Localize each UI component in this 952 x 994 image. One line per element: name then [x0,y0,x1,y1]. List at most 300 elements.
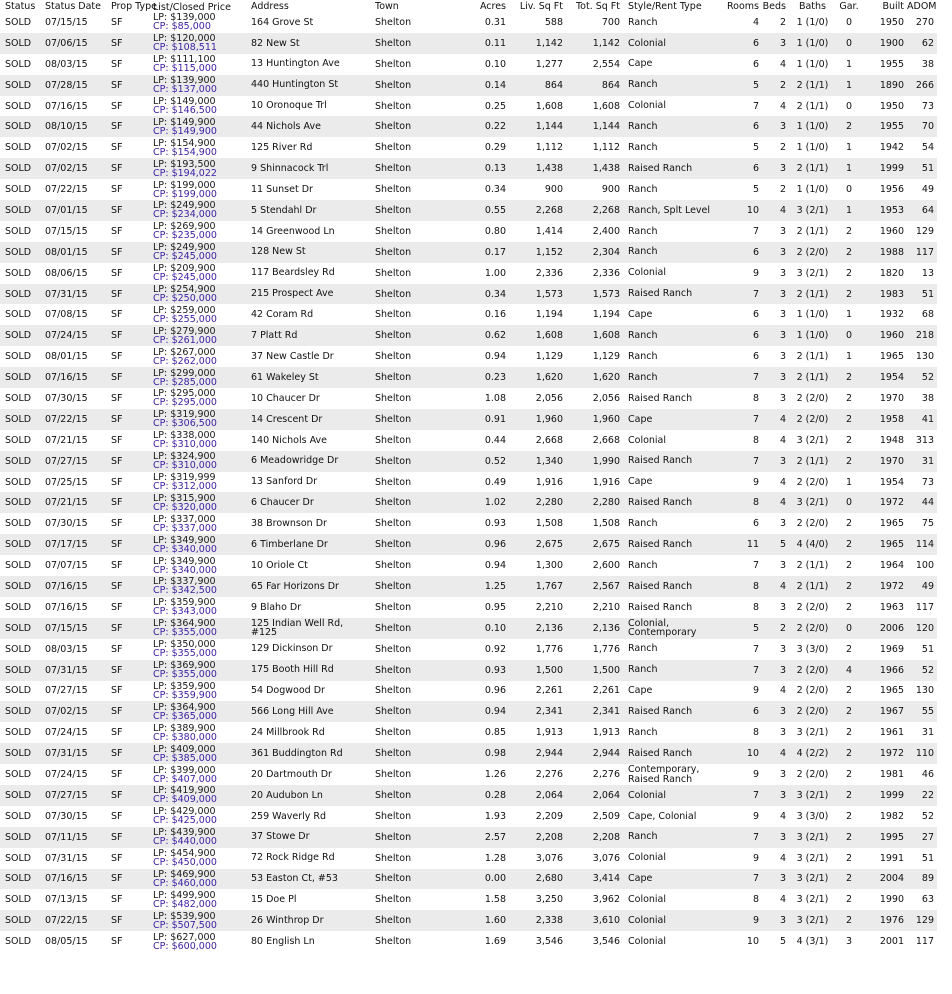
status-cell: SOLD [5,246,32,258]
list-price: LP: $249,900 [153,242,216,254]
closed-price: CP: $250,000 [153,293,217,305]
table-row[interactable] [0,931,937,952]
table-row[interactable] [0,764,937,785]
header-garage[interactable]: Gar. [839,1,859,12]
closed-price: CP: $355,000 [153,669,217,681]
acres-cell: 0.62 [484,330,506,342]
status-cell: SOLD [5,894,32,906]
built-cell: 1999 [879,163,904,175]
table-row[interactable] [0,179,937,200]
style-cell: Colonial [628,852,667,864]
baths-cell: 2 (1/1) [796,372,829,384]
closed-price: CP: $343,000 [153,606,217,618]
address-cell: 125 River Rd [251,142,313,154]
town-cell: Shelton [375,622,412,634]
garage-cell: 1 [845,476,853,488]
status-cell: SOLD [5,727,32,739]
prop-type-cell: SF [111,560,123,572]
list-price: LP: $324,900 [153,451,216,463]
closed-price: CP: $146,500 [153,105,217,116]
style-cell: Ranch [628,225,658,237]
status-date-cell: 07/11/15 [45,831,88,843]
town-cell: Shelton [375,915,412,927]
style-cell: Ranch [628,79,658,91]
garage-cell: 2 [845,643,853,655]
table-row[interactable] [0,472,937,493]
table-row[interactable] [0,284,937,305]
adom-cell: 52 [921,810,934,822]
garage-cell: 1 [845,309,853,321]
baths-cell: 2 (1/1) [796,163,829,175]
header-status[interactable]: Status [5,1,36,12]
table-row[interactable] [0,910,937,931]
header-style[interactable]: Style/Rent Type [628,1,702,12]
built-cell: 1955 [879,121,904,133]
tot-sqft-cell: 2,210 [592,601,620,613]
prop-type-cell: SF [111,852,123,864]
table-row[interactable] [0,555,937,576]
liv-sqft-cell: 1,300 [535,560,563,572]
built-cell: 2004 [879,873,904,885]
header-acres[interactable]: Acres [479,1,506,12]
status-cell: SOLD [5,748,32,760]
adom-cell: 64 [921,204,934,216]
garage-cell: 2 [845,225,853,237]
tot-sqft-cell: 1,776 [592,643,620,655]
list-price: LP: $154,900 [153,137,216,149]
garage-cell: 0 [845,622,853,634]
table-row[interactable] [0,451,937,472]
acres-cell: 1.00 [484,267,506,279]
status-date-cell: 07/24/15 [45,769,88,780]
acres-cell: 0.34 [484,184,506,196]
garage-cell: 2 [845,288,853,300]
baths-cell: 2 (2/0) [796,413,829,425]
baths-cell: 2 (1/1) [796,351,829,363]
built-cell: 1953 [879,204,904,216]
beds-cell: 3 [779,727,786,739]
prop-type-cell: SF [111,769,123,780]
status-date-cell: 07/06/15 [45,37,88,49]
tot-sqft-cell: 1,608 [592,330,620,342]
liv-sqft-cell: 2,336 [535,267,563,279]
style-cell: Cape [628,685,653,697]
list-price: LP: $350,000 [153,639,216,651]
beds-cell: 4 [779,58,786,70]
header-rooms[interactable]: Rooms [726,1,759,12]
status-cell: SOLD [5,915,32,927]
table-row[interactable] [0,242,937,263]
town-cell: Shelton [375,100,412,112]
rooms-cell: 6 [752,163,759,175]
beds-cell: 4 [779,204,786,216]
tot-sqft-cell: 2,341 [592,706,620,718]
garage-cell: 2 [845,831,853,843]
adom-cell: 266 [915,79,934,91]
prop-type-cell: SF [111,727,123,739]
table-row[interactable] [0,785,937,806]
baths-cell: 3 (2/1) [796,204,829,216]
baths-cell: 2 (2/0) [796,664,829,676]
list-price: LP: $267,000 [153,346,216,358]
header-baths[interactable]: Baths [798,1,827,12]
built-cell: 1969 [879,643,904,655]
closed-price: CP: $245,000 [153,272,217,284]
table-row[interactable] [0,158,937,179]
town-cell: Shelton [375,37,412,49]
table-row[interactable] [0,889,937,910]
list-price: LP: $349,900 [153,534,216,546]
status-date-cell: 07/08/15 [45,309,88,321]
adom-cell: 51 [921,163,934,175]
price-cell [151,452,246,470]
built-cell: 1954 [879,476,904,488]
table-row[interactable] [0,325,937,346]
table-row[interactable] [0,409,937,430]
adom-cell: 117 [915,936,934,948]
address-cell: 14 Greenwood Ln [251,225,335,237]
rooms-cell: 9 [752,476,759,488]
baths-cell: 4 (4/0) [796,539,829,551]
status-date-cell: 07/02/15 [45,163,88,175]
beds-cell: 3 [779,601,786,613]
garage-cell: 2 [845,852,853,864]
header-status-date[interactable]: Status Date [45,1,101,12]
price-cell [151,369,246,387]
address-cell: 37 Stowe Dr [251,831,310,843]
address-cell: 61 Wakeley St [251,371,319,383]
town-cell: Shelton [375,560,412,572]
town-cell: Shelton [375,288,412,300]
price-cell [151,34,246,52]
status-date-cell: 07/21/15 [45,497,88,509]
table-row[interactable] [0,827,937,848]
address-cell: 44 Nichols Ave [251,121,321,133]
adom-cell: 54 [921,142,934,154]
style-cell: Ranch [628,16,658,28]
address-cell: 65 Far Horizons Dr [251,580,339,592]
tot-sqft-cell: 2,668 [592,434,620,446]
table-row[interactable] [0,430,937,451]
table-row[interactable] [0,137,937,158]
acres-cell: 1.28 [484,852,506,864]
garage-cell: 2 [845,915,853,927]
table-row[interactable] [0,618,937,639]
header-prop-type[interactable]: Prop Type [111,1,157,12]
address-cell: 20 Audubon Ln [251,789,323,801]
table-row[interactable] [0,200,937,221]
acres-cell: 0.29 [484,142,506,154]
liv-sqft-cell: 1,112 [535,142,563,154]
tot-sqft-cell: 1,194 [592,309,620,321]
town-cell: Shelton [375,539,412,551]
price-cell [151,849,246,867]
table-row[interactable] [0,848,937,869]
rooms-cell: 9 [752,685,759,697]
price-cell [151,118,246,136]
built-cell: 1954 [879,372,904,384]
list-price: LP: $454,900 [153,848,216,860]
prop-type-cell: SF [111,455,123,467]
header-tot-sqft[interactable]: Tot. Sq Ft [575,1,620,12]
prop-type-cell: SF [111,163,123,175]
garage-cell: 2 [845,121,853,133]
table-row[interactable] [0,660,937,681]
table-row[interactable] [0,722,937,743]
status-date-cell: 07/24/15 [45,727,88,739]
town-cell: Shelton [375,831,412,843]
header-beds[interactable]: Beds [762,1,786,12]
table-row[interactable] [0,75,937,96]
price-cell [151,577,246,595]
list-price: LP: $499,900 [153,889,216,901]
rooms-cell: 9 [752,810,759,822]
status-date-cell: 07/30/15 [45,810,88,822]
tot-sqft-cell: 1,112 [592,142,620,154]
town-cell: Shelton [375,685,412,697]
table-row[interactable] [0,304,937,325]
acres-cell: 1.08 [484,392,506,404]
closed-price: CP: $234,000 [153,209,217,221]
table-row[interactable] [0,116,937,137]
table-row[interactable] [0,743,937,764]
baths-cell: 2 (2/0) [796,392,829,404]
list-price: LP: $389,900 [153,722,216,734]
header-address[interactable]: Address [251,1,289,12]
baths-cell: 1 (1/0) [796,309,829,321]
header-town[interactable]: Town [375,1,399,12]
liv-sqft-cell: 3,546 [535,936,563,948]
built-cell: 1972 [879,580,904,592]
prop-type-cell: SF [111,748,123,760]
garage-cell: 2 [845,560,853,572]
acres-cell: 0.55 [484,204,506,216]
rooms-cell: 7 [752,873,759,885]
status-cell: SOLD [5,769,32,780]
price-cell [151,13,246,31]
header-liv-sqft[interactable]: Liv. Sq Ft [519,1,563,12]
rooms-cell: 5 [752,142,759,154]
status-cell: SOLD [5,831,32,843]
beds-cell: 4 [779,434,786,446]
acres-cell: 0.17 [484,246,506,258]
status-cell: SOLD [5,852,32,864]
beds-cell: 3 [779,37,786,49]
list-price: LP: $254,900 [153,284,216,296]
style-cell: Cape [628,476,653,488]
prop-type-cell: SF [111,121,123,133]
tot-sqft-cell: 1,608 [592,100,620,112]
garage-cell: 2 [845,685,853,697]
table-row[interactable] [0,367,937,388]
built-cell: 1972 [879,497,904,509]
table-row[interactable] [0,96,937,117]
list-price: LP: $349,900 [153,555,216,567]
prop-type-cell: SF [111,204,123,216]
acres-cell: 1.60 [484,915,506,927]
liv-sqft-cell: 1,500 [535,664,563,676]
baths-cell: 3 (2/1) [796,267,829,279]
table-row[interactable] [0,681,937,702]
rooms-cell: 6 [752,309,759,321]
rooms-cell: 9 [752,267,759,279]
baths-cell: 3 (2/1) [796,852,829,864]
town-cell: Shelton [375,246,412,258]
price-cell [151,661,246,679]
header-adom[interactable]: ADOM [907,1,937,12]
tot-sqft-cell: 1,960 [592,413,620,425]
liv-sqft-cell: 1,152 [535,246,563,258]
table-row[interactable] [0,639,937,660]
address-cell: 54 Dogwood Dr [251,685,325,697]
address-cell: 128 New St [251,246,306,258]
status-cell: SOLD [5,267,32,279]
closed-price: CP: $306,500 [153,418,217,430]
closed-price: CP: $310,000 [153,439,217,451]
list-price: LP: $539,900 [153,910,216,922]
table-row[interactable] [0,597,937,618]
acres-cell: 0.11 [484,37,506,49]
address-cell: 140 Nichols Ave [251,434,327,446]
baths-cell: 2 (2/0) [796,622,829,634]
built-cell: 1967 [879,706,904,718]
baths-cell: 2 (2/0) [796,476,829,488]
closed-price: CP: $340,000 [153,564,217,576]
prop-type-cell: SF [111,622,123,634]
status-date-cell: 08/06/15 [45,267,88,279]
table-row[interactable] [0,492,937,513]
status-cell: SOLD [5,664,32,676]
acres-cell: 0.23 [484,372,506,384]
adom-cell: 313 [915,434,934,446]
address-cell: 440 Huntington St [251,79,339,91]
adom-cell: 52 [921,372,934,384]
table-row[interactable] [0,513,937,534]
price-cell [151,766,246,784]
price-cell [151,724,246,742]
table-row[interactable] [0,806,937,827]
town-cell: Shelton [375,184,412,196]
baths-cell: 1 (1/0) [796,184,829,196]
baths-cell: 1 (1/0) [796,37,829,49]
baths-cell: 1 (1/0) [796,16,829,28]
address-cell: 566 Long Hill Ave [251,706,334,718]
baths-cell: 3 (2/1) [796,894,829,906]
tot-sqft-cell: 900 [601,184,620,196]
closed-price: CP: $409,000 [153,794,217,806]
table-row[interactable] [0,701,937,722]
town-cell: Shelton [375,643,412,655]
adom-cell: 63 [921,894,934,906]
status-cell: SOLD [5,204,32,216]
table-row[interactable] [0,263,937,284]
rooms-cell: 9 [752,915,759,927]
baths-cell: 3 (3/0) [796,643,829,655]
town-cell: Shelton [375,225,412,237]
table-row[interactable] [0,576,937,597]
tot-sqft-cell: 2,261 [592,685,620,697]
closed-price: CP: $355,000 [153,648,217,660]
rooms-cell: 6 [752,706,759,718]
closed-price: CP: $285,000 [153,376,217,388]
prop-type-cell: SF [111,16,123,28]
table-row[interactable] [0,388,937,409]
price-cell [151,912,246,930]
address-cell: 13 Huntington Ave [251,58,340,70]
price-cell [151,786,246,804]
rooms-cell: 9 [752,769,759,780]
price-cell [151,682,246,700]
price-cell [151,494,246,512]
tot-sqft-cell: 2,567 [592,580,620,592]
adom-cell: 270 [915,16,934,28]
header-built[interactable]: Built [882,1,904,12]
price-cell [151,703,246,721]
prop-type-cell: SF [111,246,123,258]
baths-cell: 3 (2/1) [796,727,829,739]
baths-cell: 2 (2/0) [796,246,829,258]
status-cell: SOLD [5,497,32,509]
table-row[interactable] [0,33,937,54]
adom-cell: 68 [921,309,934,321]
table-row[interactable] [0,12,937,33]
list-price: LP: $359,900 [153,597,216,609]
prop-type-cell: SF [111,58,123,70]
liv-sqft-cell: 1,573 [535,288,563,300]
prop-type-cell: SF [111,664,123,676]
status-date-cell: 07/16/15 [45,100,88,112]
baths-cell: 3 (2/1) [796,915,829,927]
address-cell: 10 Oronoque Trl [251,100,327,112]
acres-cell: 0.85 [484,727,506,739]
list-price: LP: $419,900 [153,785,216,797]
status-cell: SOLD [5,455,32,467]
garage-cell: 2 [845,413,853,425]
adom-cell: 73 [921,476,934,488]
liv-sqft-cell: 2,276 [535,769,563,780]
style-cell: Colonial [628,914,667,926]
table-row[interactable] [0,54,937,75]
acres-cell: 0.93 [484,664,506,676]
prop-type-cell: SF [111,413,123,425]
acres-cell: 0.94 [484,706,506,718]
table-row[interactable] [0,534,937,555]
table-row[interactable] [0,346,937,367]
built-cell: 1981 [879,769,904,780]
garage-cell: 2 [845,372,853,384]
prop-type-cell: SF [111,539,123,551]
list-price: LP: $469,900 [153,868,216,880]
status-cell: SOLD [5,873,32,885]
acres-cell: 1.25 [484,580,506,592]
garage-cell: 1 [845,79,853,91]
prop-type-cell: SF [111,351,123,363]
header-price[interactable]: List/Closed Price [153,2,231,13]
acres-cell: 1.26 [484,769,506,780]
built-cell: 1932 [879,309,904,321]
table-row[interactable] [0,221,937,242]
table-row[interactable] [0,869,937,890]
prop-type-cell: SF [111,601,123,613]
baths-cell: 1 (1/0) [796,142,829,154]
list-price: LP: $337,900 [153,576,216,588]
beds-cell: 4 [779,894,786,906]
price-cell [151,745,246,763]
prop-type-cell: SF [111,100,123,112]
style-cell: Ranch [628,330,658,342]
price-cell [151,473,246,491]
adom-cell: 55 [921,706,934,718]
